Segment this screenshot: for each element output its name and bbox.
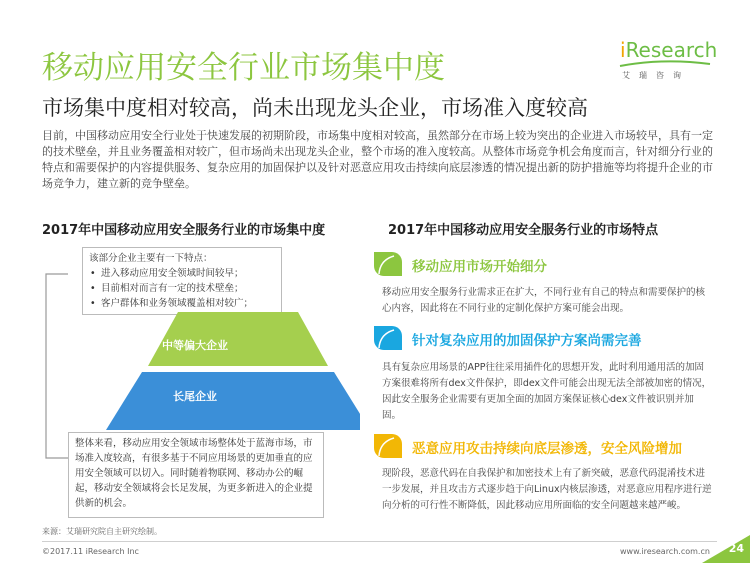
logo-research: Research — [625, 38, 718, 62]
page-title: 移动应用安全行业市场集中度 — [42, 50, 445, 86]
feature-title: 针对复杂应用的加固保护方案尚需完善 — [412, 333, 642, 349]
feature-text: 具有复杂应用场景的APP往往采用插件化的思想开发，此时利用通用活的加固方案很难将所有dex文件保护，即dex文件可能会出现无法全部被加密的情况，因此安全服务企业需要有更加全面的加固方案保证核心dex文件被识别并加固。 — [382, 362, 712, 421]
logo-swoosh-icon — [618, 60, 712, 68]
intro-paragraph: 目前，中国移动应用安全行业处于快速发展的初期阶段，市场集中度相对较高，虽然部分在市场上较为突出的企业进入市场较早，具有一定的技术壁垒，并且业务覆盖相对较广，但市场尚未出现龙头企业，整个市场的准入度较高。从整体市场竞争机会角度而言，针对细分行业的特点和需要保护的内容提供服务、复杂应用的加固保护以及针对恶意应用攻击持续向底层渗透的情况提出新的防护措施等均将提升企业的市场竞争力，建立新的竞争壁垒。 — [42, 129, 713, 190]
pyramid-chart — [60, 312, 360, 434]
feature-text: 移动应用安全服务行业需求正在扩大，不同行业有自己的特点和需要保护的核心内容，因此将在不同行业的定制化保护方案可能会出现。 — [382, 287, 706, 314]
leaf-bullet-green-icon — [370, 248, 402, 280]
logo-i: i — [620, 38, 626, 62]
pyramid-middle-label: 中等偏大企业 — [162, 339, 228, 352]
top-note-intro: 该部分企业主要有一下特点： — [89, 253, 213, 264]
logo-chinese: 艾瑞咨询 — [622, 71, 690, 80]
bottom-summary-note: 整体来看，移动应用安全领域市场整体处于蓝海市场，市场准入度较高，有很多基于不同应用场景的更加垂直的应用安全领域可以切入。同时随着物联网、移动办公的崛起，移动安全领域将会长足发展，为更多新进入的企业提供新的机会。 — [68, 432, 324, 518]
footer-copyright: ©2017.11 iResearch Inc — [42, 547, 139, 556]
feature-title: 移动应用市场开始细分 — [412, 259, 547, 275]
footer-divider — [42, 541, 717, 542]
right-section-heading: 2017年中国移动应用安全服务行业的市场特点 — [388, 223, 659, 238]
top-features-note — [82, 247, 282, 315]
pyramid-bottom-label: 长尾企业 — [173, 390, 217, 403]
source-note: 来源：艾瑞研究院自主研究绘制。 — [42, 527, 162, 536]
leaf-bullet-yellow-icon — [370, 430, 402, 462]
leaf-bullet-blue-icon — [370, 322, 402, 354]
top-note-item: • 进入移动应用安全领域时间较早； — [101, 266, 275, 281]
page-subtitle: 市场集中度相对较高，尚未出现龙头企业，市场准入度较高 — [42, 96, 588, 120]
iresearch-logo — [620, 38, 718, 88]
top-note-item: • 客户群体和业务领域覆盖相对较广； — [101, 296, 275, 311]
feature-title: 恶意应用攻击持续向底层渗透，安全风险增加 — [412, 441, 682, 457]
feature-text: 现阶段，恶意代码在自我保护和加密技术上有了新突破，恶意代码混淆技术进一步发展，并且攻击方式逐步趋于向Linux内核层渗透，对恶意应用程序进行逆向分析的可行性不断降低，因此移动应用所面临的安全问题越来越严峻。 — [382, 468, 712, 511]
left-section-heading: 2017年中国移动应用安全服务行业的市场集中度 — [42, 223, 326, 238]
page-number: 24 — [728, 542, 744, 555]
footer-website: www.iresearch.com.cn — [620, 547, 710, 556]
top-note-item: • 目前相对而言有一定的技术壁垒； — [101, 281, 275, 296]
